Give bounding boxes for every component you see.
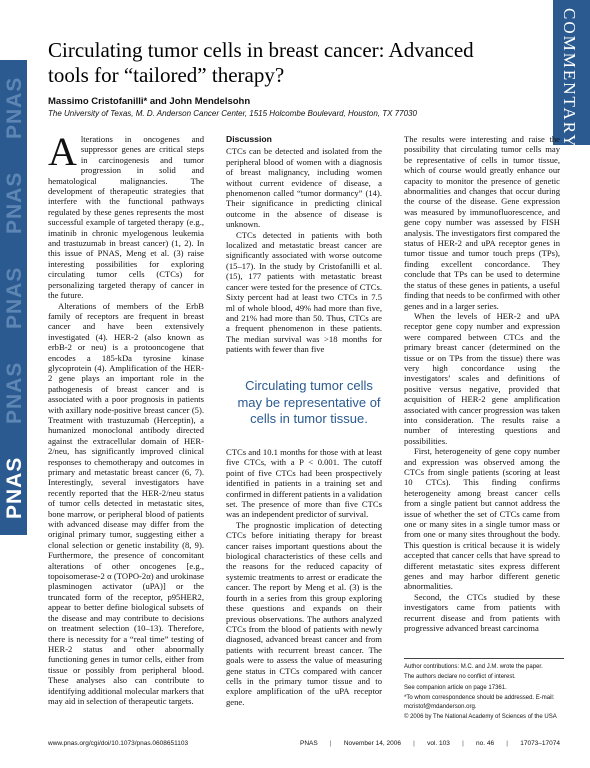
doi-link[interactable]: www.pnas.org/cgi/doi/10.1073/pnas.0608651103: [48, 740, 189, 747]
watermark-text: PNAS: [3, 171, 26, 234]
paragraph: CTCs and 10.1 months for those with at least five CTCs, with a P < 0.001. The cutoff point of five CTCs had been prospectively identified in patients in a training set and confirmed in different patients in a validation set. The presence of more than five CTCs was an independent predictor of survival.: [226, 447, 382, 520]
journal-name: PNAS: [300, 740, 318, 747]
drop-cap: A: [48, 134, 77, 174]
article-authors: Massimo Cristofanilli* and John Mendelsohn: [48, 96, 251, 107]
footnote: Author contributions: M.C. and J.M. wrote the paper.: [404, 664, 543, 670]
issue-date: November 14, 2006: [343, 740, 401, 747]
volume: vol. 103: [427, 740, 450, 747]
paragraph: Alterations of members of the ErbB family of receptors are frequent in breast cancer and have been extensively investigated (4). HER-2 (also known as erbB-2 or neu) is a protooncogene that encodes a 185-kDa tyrosine kinase glycoprotein (4). Amplification of the HER-2 gene plays an important role in the pathogenesis of breast cancer and is associated with a poor prognosis in patients with axillary node-positive breast cancer (5). Treatment with trastuzumab (Herceptin), a humanized monoclonal antibody directed against the extracellular domain of HER-2/neu, has significantly improved clinical responses to chemotherapy and outcomes in primary and metastatic breast cancer (6, 7). Interestingly, several investigators have recently reported that the HER-2/neu status of tumor cells detected in metastatic sites, bone marrow, or peripheral blood of patients with advanced disease may differ from the original primary tumor, suggesting either a clonal selection or genetic instability (8, 9). Furthermore, the presence of concomitant alterations of other oncogenes [e.g., topoisomerase-2 α (TOPO-2α) and urokinase plasminogen activator (uPA)] or the truncated form of the receptor, p95HER2, appear to better define biological subsets of the disease and may contribute to decisions on treatment selection (10–13). Therefore, there is necessity for a “real time” testing of HER-2 status and other abnormally functioning genes in tumor cells, either from tissue or possibly from peripheral blood. These analyses also can contribute to identifying additional molecular markers that may aid in selection of therapeutic targets.: [48, 300, 204, 706]
paragraph: CTCs can be detected and isolated from the peripheral blood of women with a diagnosis of breast malignancy, including women without current evidence of disease, a phenomenon called “tumor dormancy” (14). Their significance in predicting clinical outcome in the absence of disease is unknown.: [226, 146, 382, 230]
separator: |: [506, 740, 508, 747]
column-2-top: [226, 134, 382, 355]
paragraph: The results were interesting and raise the possibility that circulating tumor cells may be representative of cells in tumor tissue, which of course would greatly enhance our capacity to monitor the presence of genetic abnormalities and changes that occur during the course of the disease. Gene expression was measured by immunofluorescence, and gene copy number was assessed by FISH analysis. The investigators first compared the status of HER-2 and uPA receptor genes in tumor tissue and tumor touch preps (TPs), finding excellent concordance. They conclude that TPs can be used to determine the status of these genes in patients, a useful finding that needs to be confirmed with other genes and in a larger series.: [404, 134, 560, 311]
paragraph: When the levels of HER-2 and uPA receptor gene copy number and expression were compared between CTCs and the primary breast cancer (determined on the tissue or on TPs from the tissue) there was very high concordance using the investigators’ scales and definitions of positive versus negative, provided that acquisition of HER-2 gene amplification associated with cancer progression was taken into consideration. The results raise a number of interesting questions and possibilities.: [404, 310, 560, 446]
column-1: [48, 134, 204, 724]
paragraph: Second, the CTCs studied by these investigators came from patients with recurrent disease and from patients with progressive advanced breast carcinoma: [404, 591, 560, 634]
watermark-text: PNAS: [3, 456, 26, 519]
watermark-text: PNAS: [3, 361, 26, 424]
section-heading: Discussion: [226, 134, 272, 144]
footnote: The authors declare no conflict of interest.: [404, 674, 516, 681]
separator: |: [462, 740, 464, 747]
paragraph: [48, 134, 204, 301]
watermark-text: PNAS: [3, 266, 26, 329]
section-label: COMMENTARY: [560, 8, 579, 149]
article-title: Circulating tumor cells in breast cancer: Advanced tools for “tailored” therapy?: [48, 38, 474, 87]
column-2-bottom: [226, 447, 382, 735]
footnote: © 2006 by The National Academy of Sciences of the USA: [404, 714, 557, 721]
paragraph: CTCs detected in patients with both localized and metastatic breast cancer are significantly associated with worse outcome (15–17). In the study by Cristofanilli et al. (15), 177 patients with metastatic breast cancer were tested for the presence of CTCs. Sixty percent had at least two CTCs in 7.5 ml of whole blood, 49% had more than five, and 21% had more than 50. Thus, CTCs are a frequent phenomenon in these patients. The median survival was >18 months for patients with fewer than five: [226, 229, 382, 355]
separator: |: [329, 740, 332, 747]
paragraph: The prognostic implication of detecting CTCs before initiating therapy for breast cancer raises important questions about the biological characteristics of these cells and the reasons for the reduced capacity of systemic treatments to arrest or eradicate the cancer. The report by Meng et al. (3) is the fourth in a series from this group exploring these questions and expands on their previous observations. The authors analyzed CTCs from the blood of patients with newly diagnosed, advanced breast cancer and from patients with recurrent breast cancer. The goals were to assess the value of measuring gene status in CTCs compared with cancer cells in the primary tumor tissue and to explore amplification of the uPA receptor gene.: [226, 519, 382, 707]
column-3: [404, 134, 560, 652]
separator: |: [413, 740, 415, 747]
issue-number: no. 46: [476, 740, 495, 747]
footnotes: [404, 658, 564, 723]
pull-quote: Circulating tumor cells may be representative of cells in tumor tissue.: [237, 378, 381, 426]
paragraph: First, heterogeneity of gene copy number and expression was observed among the CTCs from single patients (scoring at least 10 CTCs). This finding confirms heterogeneity among breast cancer cells from a single patient but cannot address the issue of whether the set of CTCs came from one or many sites in a single tumor mass or from one or many sites throughout the body. This question is critical because it is widely accepted that cancer cells that have spread to different metastatic sites express different genes and may harbor different genetic abnormalities.: [404, 446, 560, 592]
footnote: See companion article on page 17361.: [404, 684, 507, 691]
section-tab: [553, 0, 590, 149]
paragraph-text: lterations in oncogenes and suppressor genes are critical steps in carcinogenesis and tumor progression in solid and hematological malignancies. The development of therapeutic strategies that interfere with the functional pathways regulated by these genes represents the most successful example of targeted therapy (e.g., imatinib in chronic myelogenous leukemia and trastuzumab in breast cancer) (1, 2). In this issue of PNAS, Meng et al. (3) raise interesting possibilities for exploring circulating tumor cells (CTCs) for personalizing targeted therapy of cancer in the future.: [48, 134, 204, 301]
watermark-stack: [3, 60, 27, 535]
page-range: 17073–17074: [520, 740, 560, 747]
pnas-watermark-strip: [0, 60, 27, 535]
page-footer: [300, 740, 560, 747]
footnote: *To whom correspondence should be addressed. E-mail: mcristof@mdanderson.org.: [404, 695, 555, 710]
article-affiliation: The University of Texas, M. D. Anderson Cancer Center, 1515 Holcombe Boulevard, Houston, TX 77030: [48, 109, 417, 118]
watermark-text: PNAS: [3, 76, 26, 139]
